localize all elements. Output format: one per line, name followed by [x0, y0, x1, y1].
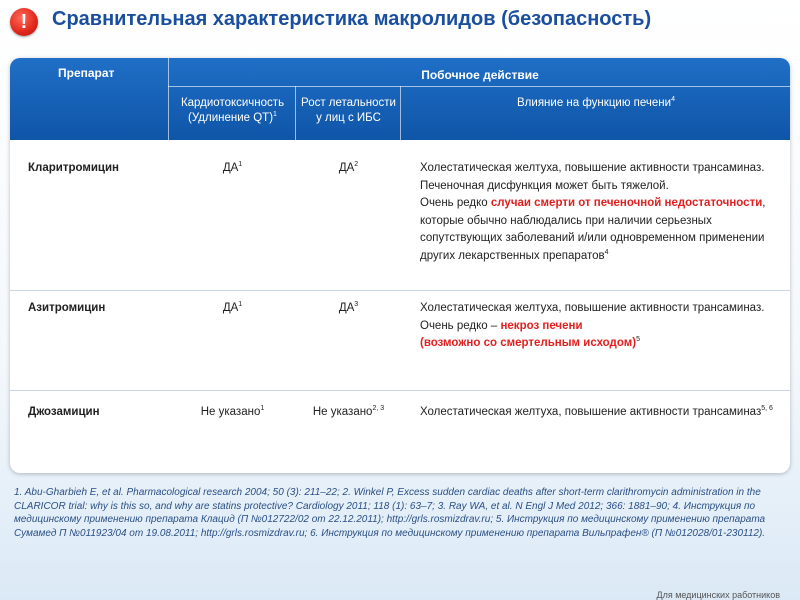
cardio-value — [170, 404, 295, 422]
liver-sup: 5 — [636, 336, 640, 344]
liver-value — [420, 300, 780, 353]
cardio-sup: 1 — [238, 161, 243, 169]
header-cardio-sup: 1 — [273, 111, 277, 119]
cardio-sup: 1 — [238, 301, 243, 309]
references-footnote: 1. Abu-Gharbieh E, et al. Pharmacological research 2004; 50 (3): 211–22; 2. Winkel P, Excess sudden cardiac deaths after short-term clarithromycin administration in the CLARICOR trial: why is this so, and why are statins protective? Cardiology 2011; 118 (1): 63–7; 3. Ray WA, et al. N Engl J Med 2012; 366: 1881–90; 4. Инструкция по медицинскому применению препарата Клацид (П №012722/02 от 22.12.2011); http://grls.rosmizdrav.ru; 5. Инструкция по медицинскому применению препарата Сумамед П №011923/04 от 19.08.2011; http://grls.rosmizdrav.ru; 6. Инструкция по медицинскому применению препарата Вильпрафен® (П №012028/01-230112). — [14, 487, 766, 539]
liver-sup: 4 — [604, 248, 609, 256]
header-liver-label: Влияние на функцию печени — [517, 97, 672, 109]
liver-warning: некроз печени — [500, 319, 583, 332]
header-divider — [168, 86, 790, 87]
liver-text: , которые обычно наблюдались при наличии серьезных сопутствующих заболеваний и/или одновременном применении других лекарственных препаратов — [420, 197, 766, 262]
cardio-text: ДА — [222, 162, 239, 174]
header-divider — [295, 86, 296, 140]
header-cardiotoxicity — [170, 96, 295, 126]
alert-icon — [10, 8, 38, 36]
liver-text: Холестатическая желтуха, повышение активности трансаминаз — [420, 406, 762, 418]
header-drug: Препарат — [58, 66, 115, 80]
cardio-value — [170, 160, 295, 178]
mortality-sup: 2 — [354, 161, 359, 169]
liver-text: Очень редко – — [420, 319, 501, 332]
slide-header — [0, 0, 800, 48]
table-header — [10, 58, 790, 140]
cardio-text: ДА — [222, 302, 239, 314]
header-liver — [402, 96, 790, 111]
header-cardio-label: Кардиотоксичность (Удлинение QT) — [180, 97, 285, 124]
table-row — [10, 290, 790, 385]
cardio-sup: 1 — [260, 405, 265, 413]
liver-text: Очень редко — [420, 197, 491, 209]
mortality-sup: 2, 3 — [372, 405, 385, 413]
liver-warning: (возможно со смертельным исходом) — [420, 337, 637, 349]
header-divider — [400, 86, 401, 140]
liver-sup: 5, 6 — [761, 405, 773, 413]
header-liver-sup: 4 — [671, 96, 675, 104]
cardio-text: Не указано — [200, 406, 261, 418]
drug-name: Кларитромицин — [28, 162, 120, 174]
drug-name: Азитромицин — [28, 302, 106, 314]
table-row — [10, 390, 790, 470]
liver-value — [420, 404, 780, 422]
liver-text: Холестатическая желтуха, повышение активности трансаминаз. Печеночная дисфункция может быть тяжелой. — [420, 162, 765, 192]
header-mortality: Рост летальности у лиц с ИБС — [301, 97, 396, 124]
drug-name: Джозамицин — [28, 406, 100, 418]
header-divider — [168, 58, 169, 140]
alert-glyph: ! — [20, 10, 28, 33]
mortality-value — [297, 404, 400, 422]
header-side-effect: Побочное действие — [421, 68, 539, 82]
mortality-text: Не указано — [312, 406, 373, 418]
table-row — [10, 140, 790, 285]
mortality-text: ДА — [338, 162, 355, 174]
mortality-sup: 3 — [354, 301, 359, 309]
liver-value — [420, 160, 780, 265]
page-title: Сравнительная характеристика макролидов (безопасность) — [52, 8, 652, 30]
mortality-value — [297, 160, 400, 178]
liver-warning: случаи смерти от печеночной недостаточности — [490, 197, 763, 209]
audience-note: Для медицинских работников — [656, 590, 780, 600]
comparison-table — [10, 58, 790, 473]
cardio-value — [170, 300, 295, 318]
liver-text: Холестатическая желтуха, повышение активности трансаминаз. — [420, 302, 765, 314]
mortality-value — [297, 300, 400, 318]
mortality-text: ДА — [338, 302, 355, 314]
